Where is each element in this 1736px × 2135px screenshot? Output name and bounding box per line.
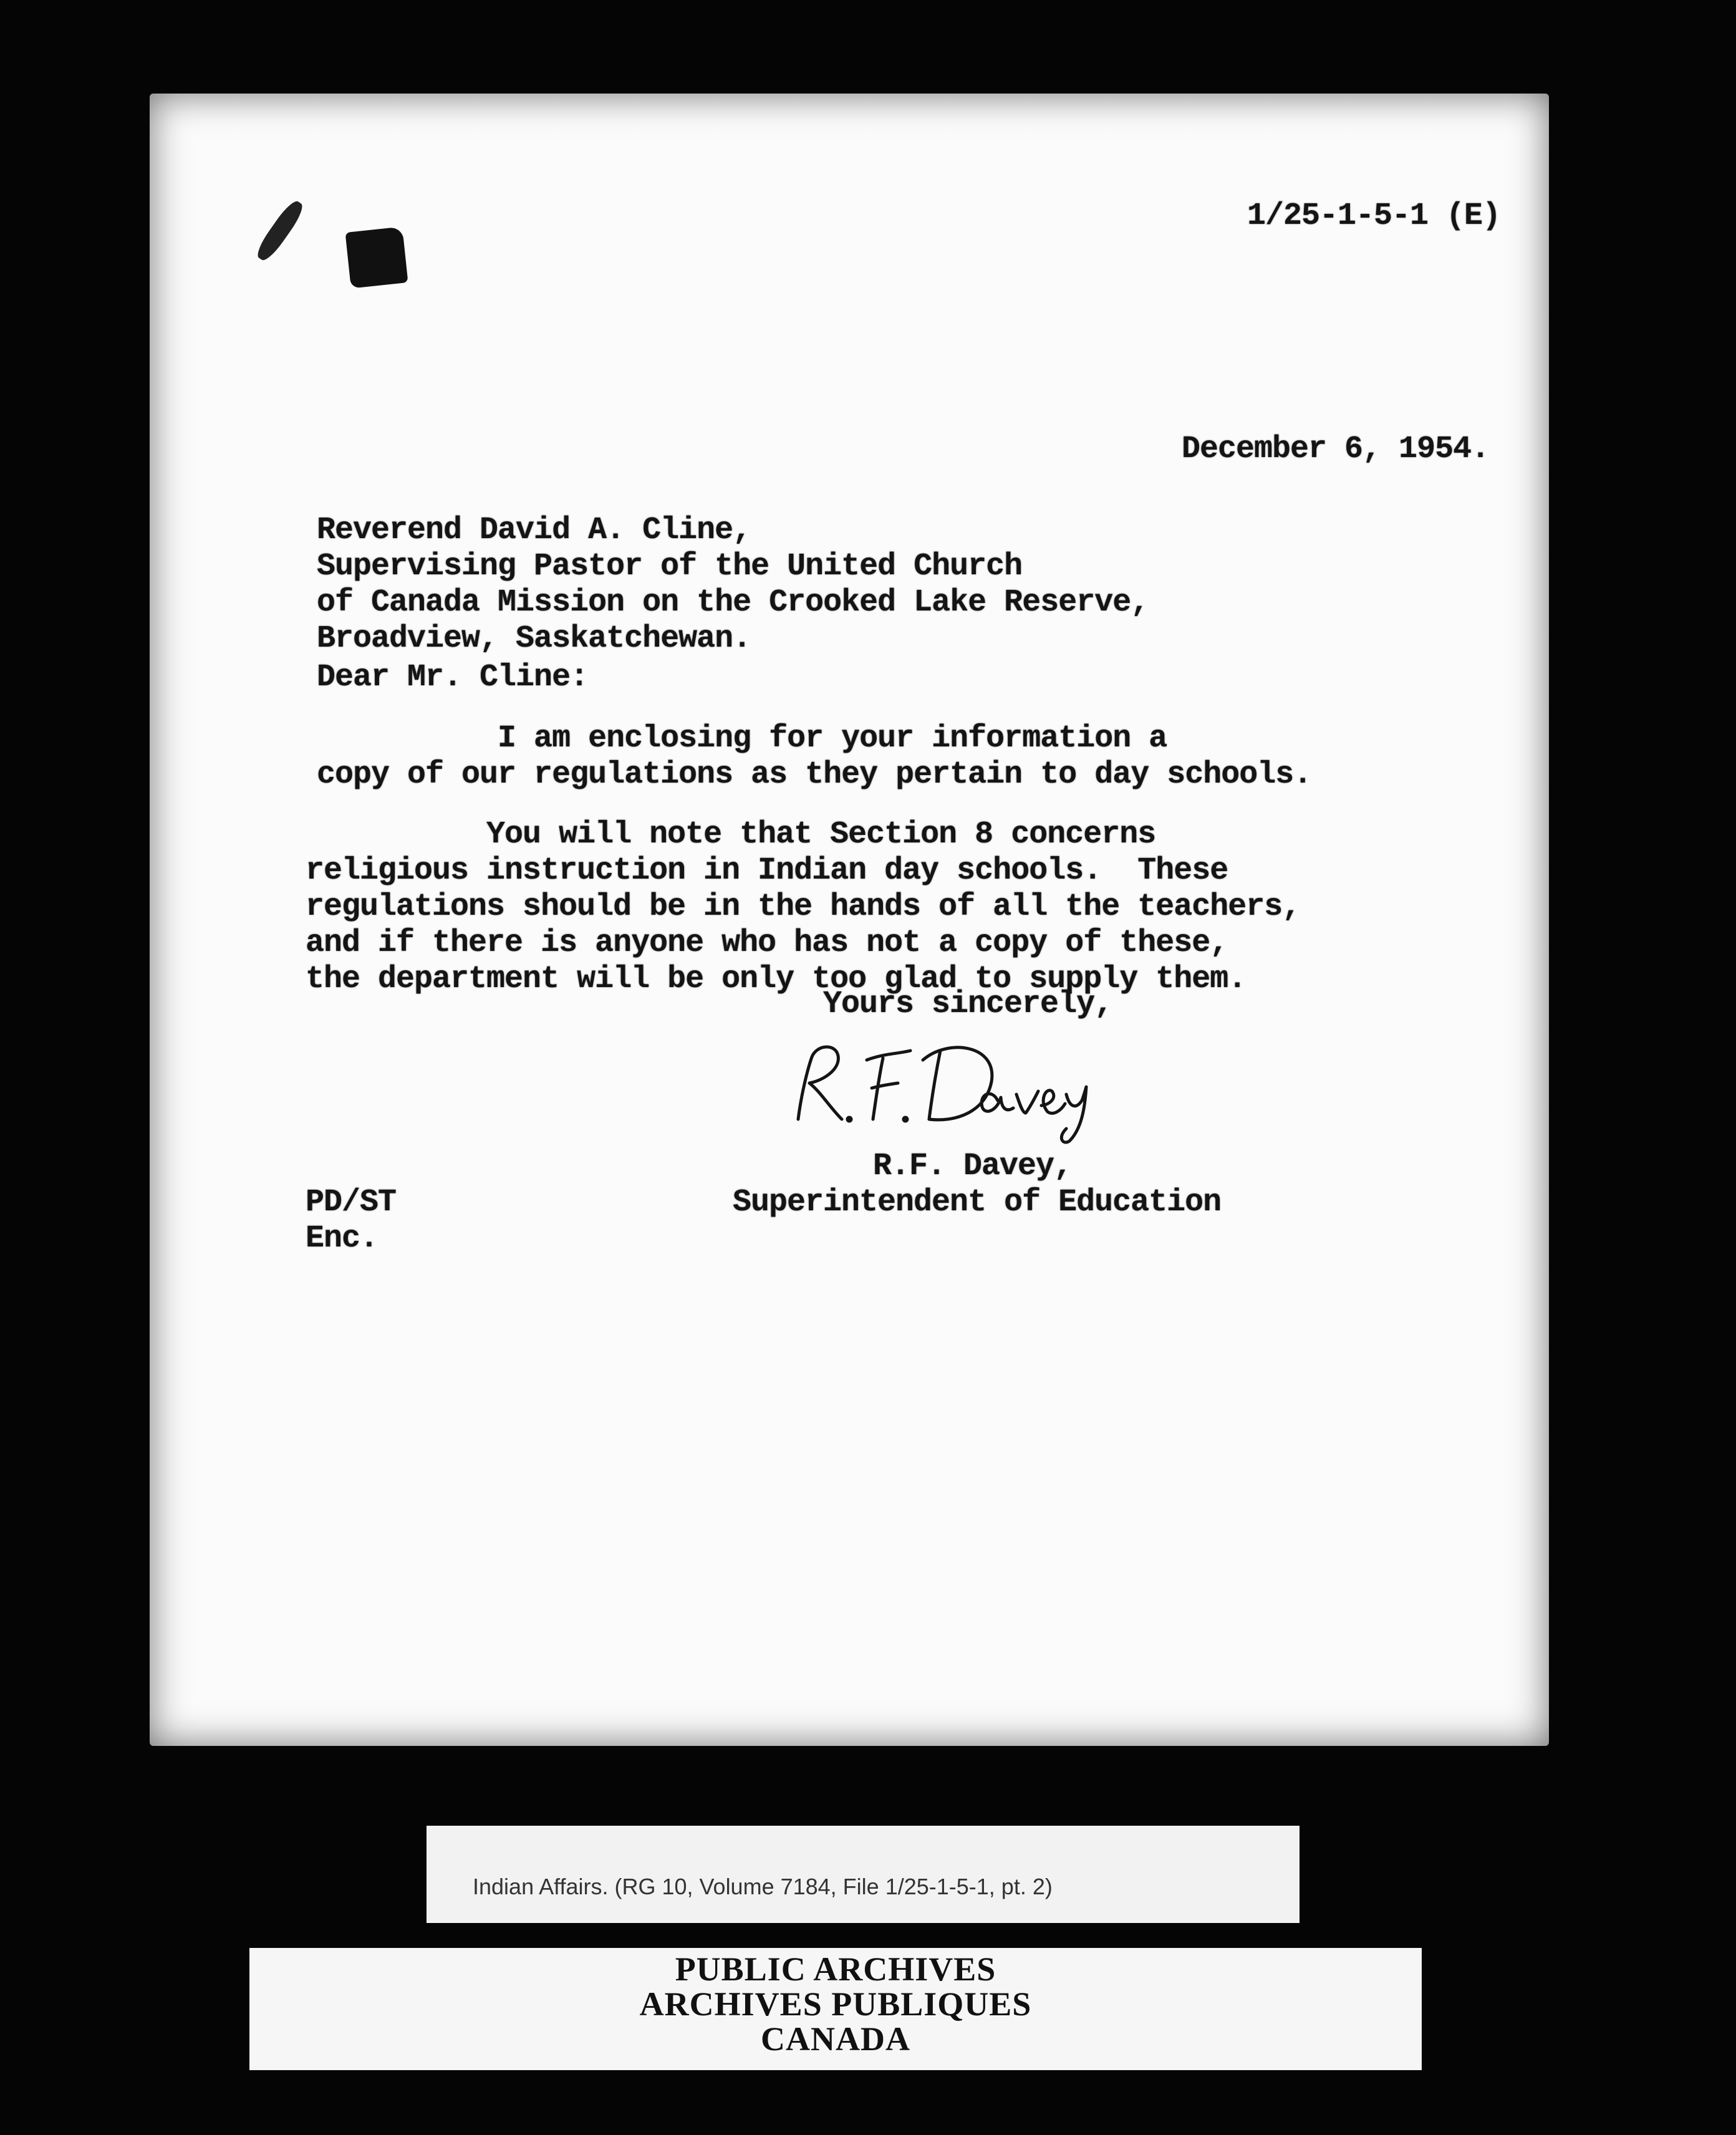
archive-stamp-line: ARCHIVES PUBLIQUES bbox=[639, 1985, 1032, 2023]
paragraph-line: I am enclosing for your information a bbox=[317, 721, 1167, 756]
signatory-name: R.F. Davey, bbox=[873, 1149, 1073, 1184]
file-reference: 1/25-1-5-1 (E) bbox=[1247, 198, 1501, 234]
paragraph-line: regulations should be in the hands of all the teachers, bbox=[306, 889, 1301, 925]
address-line: Broadview, Saskatchewan. bbox=[317, 621, 751, 657]
enclosure-note: Enc. bbox=[306, 1221, 379, 1256]
paragraph-line: the department will be only too glad to supply them. bbox=[306, 961, 1247, 997]
letter-date: December 6, 1954. bbox=[1182, 431, 1490, 467]
ink-smudge bbox=[253, 198, 307, 264]
salutation: Dear Mr. Cline: bbox=[317, 660, 589, 695]
archive-stamp-line: CANADA bbox=[761, 2020, 910, 2058]
address-line: of Canada Mission on the Crooked Lake Reserve, bbox=[317, 585, 1149, 620]
paragraph-1 bbox=[317, 721, 1311, 793]
closing: Yours sincerely, bbox=[823, 986, 1113, 1022]
archive-stamp-line: PUBLIC ARCHIVES bbox=[675, 1950, 996, 1988]
signatory-title: Superintendent of Education bbox=[733, 1185, 1222, 1220]
paragraph-line: copy of our regulations as they pertain to day schools. bbox=[317, 757, 1312, 793]
paragraph-line: religious instruction in Indian day schools. These bbox=[306, 853, 1228, 889]
paragraph-line: and if there is anyone who has not a copy of these, bbox=[306, 925, 1228, 961]
punch-hole-mark bbox=[345, 226, 408, 288]
address-line: Reverend David A. Cline, bbox=[317, 513, 751, 548]
address-line: Supervising Pastor of the United Church bbox=[317, 549, 1023, 584]
handwritten-signature bbox=[773, 1026, 1122, 1150]
recipient-address bbox=[317, 513, 1149, 657]
letter-page bbox=[150, 94, 1549, 1746]
paragraph-line: You will note that Section 8 concerns bbox=[306, 817, 1156, 852]
paragraph-2 bbox=[306, 817, 1300, 998]
typist-initials: PD/ST bbox=[306, 1185, 397, 1220]
archive-caption: Indian Affairs. (RG 10, Volume 7184, File 1/25-1-5-1, pt. 2) bbox=[473, 1874, 1053, 1899]
